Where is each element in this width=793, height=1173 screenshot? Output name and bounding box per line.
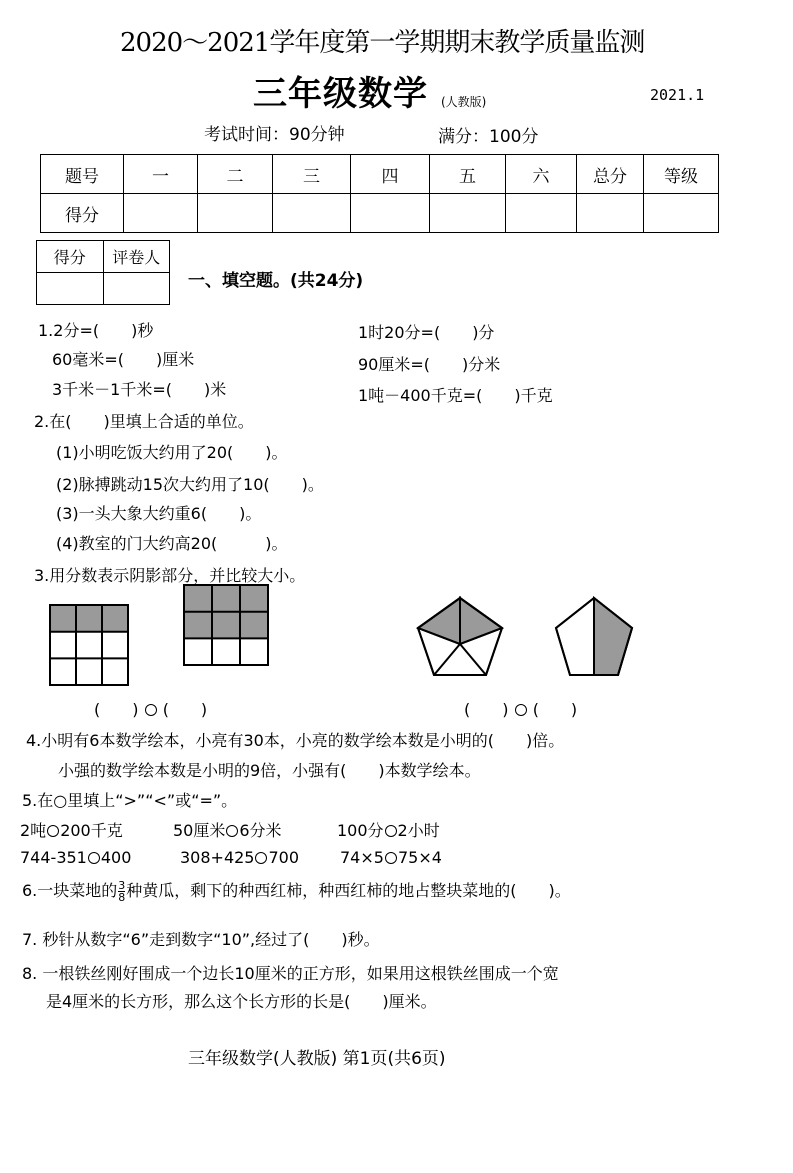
- q8-line-1: 8. 一根铁丝刚好围成一个边长10厘米的正方形，如果用这根铁丝围成一个宽: [22, 964, 559, 983]
- answer-blank[interactable]: ( ): [94, 700, 139, 719]
- pentagon-shaded-part: [594, 598, 632, 675]
- q2-item-1: (1)小明吃饭大约用了20( )。: [56, 443, 288, 462]
- q1-f: 1吨－400千克=( )千克: [358, 386, 553, 405]
- compare-circle[interactable]: [226, 825, 238, 837]
- compare-circle[interactable]: [515, 704, 527, 716]
- grader-name-label: 评卷人: [103, 241, 170, 273]
- exam-date: 2021.1: [650, 86, 705, 104]
- score-cell[interactable]: [124, 194, 198, 233]
- q5-row-2b: 308+425 700: [180, 848, 300, 867]
- q3-figures: [0, 580, 793, 700]
- edition-label: (人教版): [441, 95, 487, 109]
- pentagon-figure-a: [418, 598, 502, 675]
- score-table-header-row: [41, 155, 719, 194]
- header-cell: 一: [124, 155, 198, 194]
- grader-score-cell[interactable]: [37, 273, 104, 305]
- q2-stem: 2.在( )里填上合适的单位。: [34, 412, 254, 431]
- q7-text: 7. 秒针从数字“6”走到数字“10”,经过了( )秒。: [22, 930, 380, 949]
- subject-title: 三年级数学: [253, 74, 428, 114]
- q1-c: 3千米－1千米=( )米: [52, 380, 227, 399]
- compare-circle[interactable]: [385, 852, 397, 864]
- header-cell: 三: [273, 155, 351, 194]
- header-cell: 题号: [41, 155, 124, 194]
- q1-a: 1.2分=( )秒: [38, 321, 154, 340]
- q1-e: 90厘米=( )分米: [358, 355, 501, 374]
- q5-row-2: 744-351 400: [20, 848, 132, 867]
- header-cell: 五: [430, 155, 506, 194]
- q5-row-1b: 50厘米 6分米: [173, 821, 282, 840]
- q6-text: 6.一块菜地的 $\frac{3}{8}$ 种黄瓜，剩下的种西红柿，种西红柿的地占整块菜地的( )。: [22, 879, 571, 904]
- answer-blank[interactable]: ( ): [162, 700, 208, 719]
- fraction: $\frac{3}{8}$: [118, 879, 126, 904]
- exam-time: 考试时间：90分钟: [204, 125, 345, 145]
- q3-right-compare: [464, 697, 577, 720]
- q5-row-1c: 100分 2小时: [337, 821, 440, 840]
- grid-shaded-cell: [50, 605, 128, 632]
- score-cell[interactable]: [273, 194, 351, 233]
- compare-circle[interactable]: [88, 852, 100, 864]
- q4-line-2: 小强的数学绘本数是小明的9倍，小强有( )本数学绘本。: [58, 761, 481, 780]
- header-cell: 总分: [577, 155, 644, 194]
- compare-circle[interactable]: [47, 825, 59, 837]
- answer-blank[interactable]: ( ): [532, 700, 578, 719]
- q2-item-2: (2)脉搏跳动15次大约用了10( )。: [56, 475, 324, 494]
- score-cell[interactable]: [644, 194, 719, 233]
- page-footer: 三年级数学(人教版) 第1页(共6页): [188, 1049, 446, 1069]
- q8-line-2: 是4厘米的长方形，那么这个长方形的长是( )厘米。: [46, 992, 437, 1011]
- q2-item-4: (4)教室的门大约高20( )。: [56, 534, 288, 553]
- q5-row-1: 2吨 200千克: [20, 821, 123, 840]
- grader-name-cell[interactable]: [103, 273, 170, 305]
- compare-circle[interactable]: [145, 704, 157, 716]
- q3-left-compare: [94, 697, 207, 720]
- score-table: [40, 154, 719, 233]
- compare-circle[interactable]: [255, 852, 267, 864]
- row-label: 得分: [41, 194, 124, 233]
- score-cell[interactable]: [506, 194, 577, 233]
- q5-stem: 5.在○里填上“>”“<”或“=”。: [22, 791, 238, 810]
- score-cell[interactable]: [577, 194, 644, 233]
- header-cell: 二: [198, 155, 273, 194]
- exam-title: 2020～2021学年度第一学期期末教学质量监测: [120, 28, 645, 58]
- grader-table: [36, 240, 170, 305]
- pentagon-figure-b: [556, 598, 632, 675]
- score-cell[interactable]: [198, 194, 273, 233]
- grader-score-label: 得分: [37, 241, 104, 273]
- q5-row-2c: 74×5 75×4: [340, 848, 442, 867]
- grid-figure-b: [184, 585, 268, 665]
- grid-figure-a: [50, 605, 128, 685]
- header-cell: 等级: [644, 155, 719, 194]
- score-cell[interactable]: [351, 194, 430, 233]
- q3-stem: 3.用分数表示阴影部分，并比较大小。: [34, 566, 306, 585]
- answer-blank[interactable]: ( ): [464, 700, 509, 719]
- header-cell: 六: [506, 155, 577, 194]
- compare-circle[interactable]: [385, 825, 397, 837]
- q4-line-1: 4.小明有6本数学绘本，小亮有30本，小亮的数学绘本数是小明的( )倍。: [26, 731, 565, 750]
- q1-b: 60毫米=( )厘米: [52, 350, 195, 369]
- q2-item-3: (3)一头大象大约重6( )。: [56, 504, 262, 523]
- full-score: 满分：100分: [438, 127, 539, 147]
- section-title: 一、填空题。(共24分): [188, 271, 364, 291]
- score-table-score-row: [41, 194, 719, 233]
- q1-d: 1时20分=( )分: [358, 323, 495, 342]
- header-cell: 四: [351, 155, 430, 194]
- score-cell[interactable]: [430, 194, 506, 233]
